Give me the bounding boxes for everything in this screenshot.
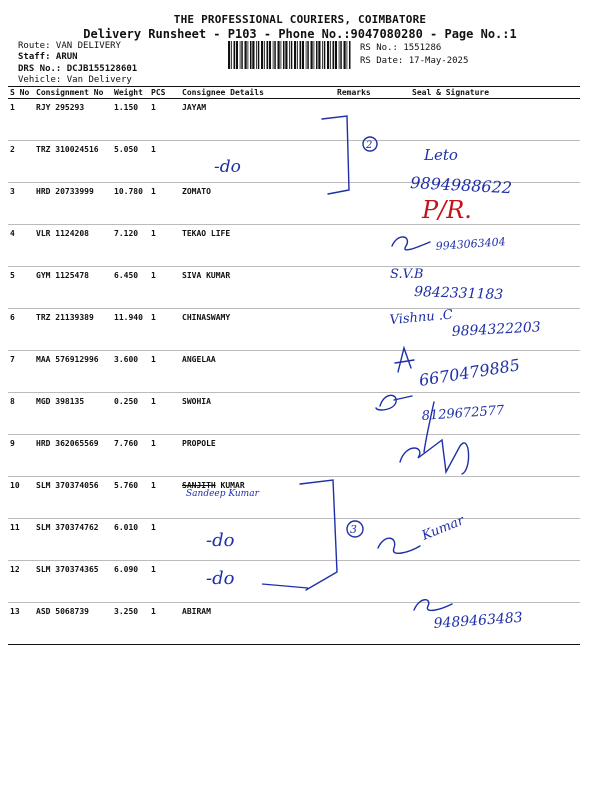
barcode-bar (297, 41, 298, 69)
barcode-bar (248, 41, 249, 69)
barcode-bar (306, 41, 307, 69)
table-row (8, 393, 580, 435)
sig-row2-phone: 9894988622 (409, 173, 513, 198)
cell-pcs: 1 (149, 141, 180, 183)
barcode-bar (324, 41, 326, 69)
table-row (8, 561, 580, 603)
route: Route: VAN DELIVERY (18, 41, 121, 51)
rs-date: RS Date: 17-May-2025 (360, 56, 469, 66)
barcode-bar (236, 41, 238, 69)
cell-sno: 11 (8, 519, 34, 561)
col-header-weight: Weight (112, 87, 149, 99)
cell-pcs: 1 (149, 351, 180, 393)
cell-weight: 10.780 (112, 183, 149, 225)
col-header-sno: S No (8, 87, 34, 99)
staff: Staff: ARUN (18, 52, 78, 62)
cell-remarks (335, 561, 390, 603)
cell-remarks (335, 393, 390, 435)
cell-consignment: RJY 295293 (34, 99, 112, 141)
cell-pcs: 1 (149, 183, 180, 225)
ditto-row12: -do (206, 568, 235, 589)
cell-consignee: TEKAO LIFE (180, 225, 335, 267)
barcode-bar (330, 41, 331, 69)
barcode-bar (281, 41, 282, 69)
table-row (8, 519, 580, 561)
cell-consignee: ZOMATO (180, 183, 335, 225)
cell-weight: 3.250 (112, 603, 149, 645)
cell-consignment: GYM 1125478 (34, 267, 112, 309)
barcode-bar (291, 41, 293, 69)
cell-consignment: MAA 576912996 (34, 351, 112, 393)
cell-weight: 1.150 (112, 99, 149, 141)
cell-consignee (180, 141, 335, 183)
table-header-row (8, 87, 580, 99)
barcode-bar (283, 41, 285, 69)
cell-weight: 6.090 (112, 561, 149, 603)
barcode-bar (241, 41, 243, 69)
cell-sno: 6 (8, 309, 34, 351)
cell-remarks (335, 183, 390, 225)
table-row (8, 351, 580, 393)
cell-remarks (335, 141, 390, 183)
cell-sno: 12 (8, 561, 34, 603)
runsheet-table (8, 86, 580, 645)
barcode-bar (302, 41, 304, 69)
cell-weight: 6.010 (112, 519, 149, 561)
cell-remarks (335, 477, 390, 519)
barcode-bar (256, 41, 257, 69)
barcode-bar (289, 41, 290, 69)
cell-consignment: HRD 362065569 (34, 435, 112, 477)
cell-consignee: PROPOLE (180, 435, 335, 477)
col-header-consignment: Consignment No (34, 87, 112, 99)
sig-row6-name: Vishnu .C (389, 307, 454, 328)
cell-remarks (335, 603, 390, 645)
table-row (8, 225, 580, 267)
cell-signature (390, 141, 580, 183)
barcode-bar (285, 41, 287, 69)
cell-sno: 13 (8, 603, 34, 645)
sig-row2-name: Leto (424, 146, 458, 164)
barcode-bar (344, 41, 346, 69)
barcode-bar (307, 41, 309, 69)
barcode-bar (264, 41, 265, 69)
barcode-bar (311, 41, 313, 69)
cell-remarks (335, 309, 390, 351)
sig-row6-phone: 9894322203 (451, 319, 542, 340)
vehicle: Vehicle: Van Delivery (18, 75, 132, 85)
table-row (8, 99, 580, 141)
cell-weight: 7.120 (112, 225, 149, 267)
cell-pcs: 1 (149, 519, 180, 561)
barcode-bar (335, 41, 337, 69)
cell-weight: 3.600 (112, 351, 149, 393)
cell-sno: 10 (8, 477, 34, 519)
col-header-consignee: Consignee Details (180, 87, 335, 99)
cell-sno: 3 (8, 183, 34, 225)
cell-sno: 8 (8, 393, 34, 435)
table-row (8, 477, 580, 519)
cell-sno: 1 (8, 99, 34, 141)
cell-remarks (335, 435, 390, 477)
cell-weight: 5.760 (112, 477, 149, 519)
barcode-bar (294, 41, 296, 69)
cell-consignment: SLM 370374365 (34, 561, 112, 603)
cell-sno: 7 (8, 351, 34, 393)
cell-signature (390, 435, 580, 477)
sig-row8-phone: 8129672577 (421, 403, 505, 424)
col-header-pcs: PCS (149, 87, 180, 99)
sig-row11-name: Kumar (419, 513, 467, 544)
cell-consignee: SWOHIA (180, 393, 335, 435)
cell-signature (390, 351, 580, 393)
barcode-bar (318, 41, 320, 69)
barcode-bar (339, 41, 340, 69)
cell-consignee (180, 477, 335, 519)
cell-remarks (335, 267, 390, 309)
barcode-bar (333, 41, 335, 69)
cell-consignment: SLM 370374762 (34, 519, 112, 561)
cell-pcs: 1 (149, 435, 180, 477)
sig-row5-name: S.V.B (390, 267, 424, 282)
cell-sno: 4 (8, 225, 34, 267)
barcode-bar (269, 41, 271, 69)
cell-signature (390, 225, 580, 267)
cell-pcs: 1 (149, 309, 180, 351)
cell-consignment: TRZ 310024516 (34, 141, 112, 183)
cell-consignee (180, 561, 335, 603)
sig-row3-red-mark: P/R. (422, 196, 472, 224)
sig-row13-phone: 9489463483 (433, 609, 524, 632)
cell-signature (390, 561, 580, 603)
barcode-bar (327, 41, 329, 69)
cell-pcs: 1 (149, 393, 180, 435)
cell-remarks (335, 99, 390, 141)
cell-pcs: 1 (149, 477, 180, 519)
barcode-bar (316, 41, 318, 69)
cell-consignment: VLR 1124208 (34, 225, 112, 267)
ditto-row11: -do (206, 530, 235, 551)
sig-row7-phone: 6670479885 (417, 355, 522, 390)
cell-weight: 6.450 (112, 267, 149, 309)
consignee-struck-name: SANJITH (182, 481, 216, 490)
cell-signature (390, 519, 580, 561)
drs-number: DRS No.: DCJB155128601 (18, 64, 138, 74)
cell-consignment: TRZ 21139389 (34, 309, 112, 351)
cell-signature (390, 477, 580, 519)
barcode-bar (240, 41, 241, 69)
cell-sno: 5 (8, 267, 34, 309)
cell-remarks (335, 351, 390, 393)
cell-signature (390, 603, 580, 645)
cell-sno: 2 (8, 141, 34, 183)
table-row (8, 309, 580, 351)
consignee-surname: KUMAR (220, 481, 245, 490)
cell-remarks (335, 225, 390, 267)
col-header-seal-signature: Seal & Signature (390, 87, 580, 99)
cell-signature (390, 183, 580, 225)
barcode-bar (347, 41, 348, 69)
cell-signature (390, 309, 580, 351)
cell-signature (390, 393, 580, 435)
barcode-bar (273, 41, 274, 69)
cell-signature (390, 99, 580, 141)
barcode-bar (340, 41, 342, 69)
row10-handwritten-name: Sandeep Kumar (186, 489, 259, 499)
cell-weight: 0.250 (112, 393, 149, 435)
cell-consignee (180, 519, 335, 561)
barcode-bar (267, 41, 269, 69)
cell-sno: 9 (8, 435, 34, 477)
cell-remarks (335, 519, 390, 561)
cell-pcs: 1 (149, 225, 180, 267)
cell-weight: 7.760 (112, 435, 149, 477)
barcode-bar (261, 41, 263, 69)
cell-consignee: JAYAM (180, 99, 335, 141)
cell-signature (390, 267, 580, 309)
table-row (8, 141, 580, 183)
cell-pcs: 1 (149, 561, 180, 603)
cell-consignment: SLM 370374056 (34, 477, 112, 519)
sig-row4-phone: 9943063404 (435, 235, 507, 253)
cell-consignee: SIVA KUMAR (180, 267, 335, 309)
cell-consignee: ABIRAM (180, 603, 335, 645)
ditto-row2: -do (214, 157, 241, 177)
cell-pcs: 1 (149, 603, 180, 645)
barcode-bar (228, 41, 230, 69)
cell-consignee: CHINASWAMY (180, 309, 335, 351)
cell-pcs: 1 (149, 99, 180, 141)
table-row (8, 183, 580, 225)
barcode-bar (322, 41, 323, 69)
cell-consignee: ANGELAA (180, 351, 335, 393)
cell-weight: 11.940 (112, 309, 149, 351)
table-row (8, 435, 580, 477)
cell-consignment: ASD 5068739 (34, 603, 112, 645)
cell-pcs: 1 (149, 267, 180, 309)
barcode-bar (245, 41, 247, 69)
barcode-bar (258, 41, 260, 69)
barcode-bar (234, 41, 236, 69)
cell-consignment: HRD 20733999 (34, 183, 112, 225)
barcode-bar (252, 41, 254, 69)
barcode-bar (274, 41, 276, 69)
runsheet-title: Delivery Runsheet - P103 - Phone No.:9047080280 - Page No.:1 (83, 27, 517, 41)
circle-2-digit: 2 (366, 140, 373, 151)
company-name: THE PROFESSIONAL COURIERS, COIMBATORE (173, 13, 427, 26)
sig-row5-phone: 9842331183 (413, 284, 504, 304)
cell-weight: 5.050 (112, 141, 149, 183)
barcode-bar (300, 41, 302, 69)
cell-consignment: MGD 398135 (34, 393, 112, 435)
barcode-image (228, 41, 352, 69)
barcode-bar (250, 41, 252, 69)
barcode-bar (278, 41, 280, 69)
barcode-bar (231, 41, 232, 69)
rs-number: RS No.: 1551286 (360, 43, 442, 53)
table-row (8, 603, 580, 645)
barcode-bar (349, 41, 351, 69)
col-header-remarks: Remarks (335, 87, 390, 99)
table-row (8, 267, 580, 309)
circle-3-digit: 3 (350, 523, 357, 536)
barcode-bar (314, 41, 315, 69)
